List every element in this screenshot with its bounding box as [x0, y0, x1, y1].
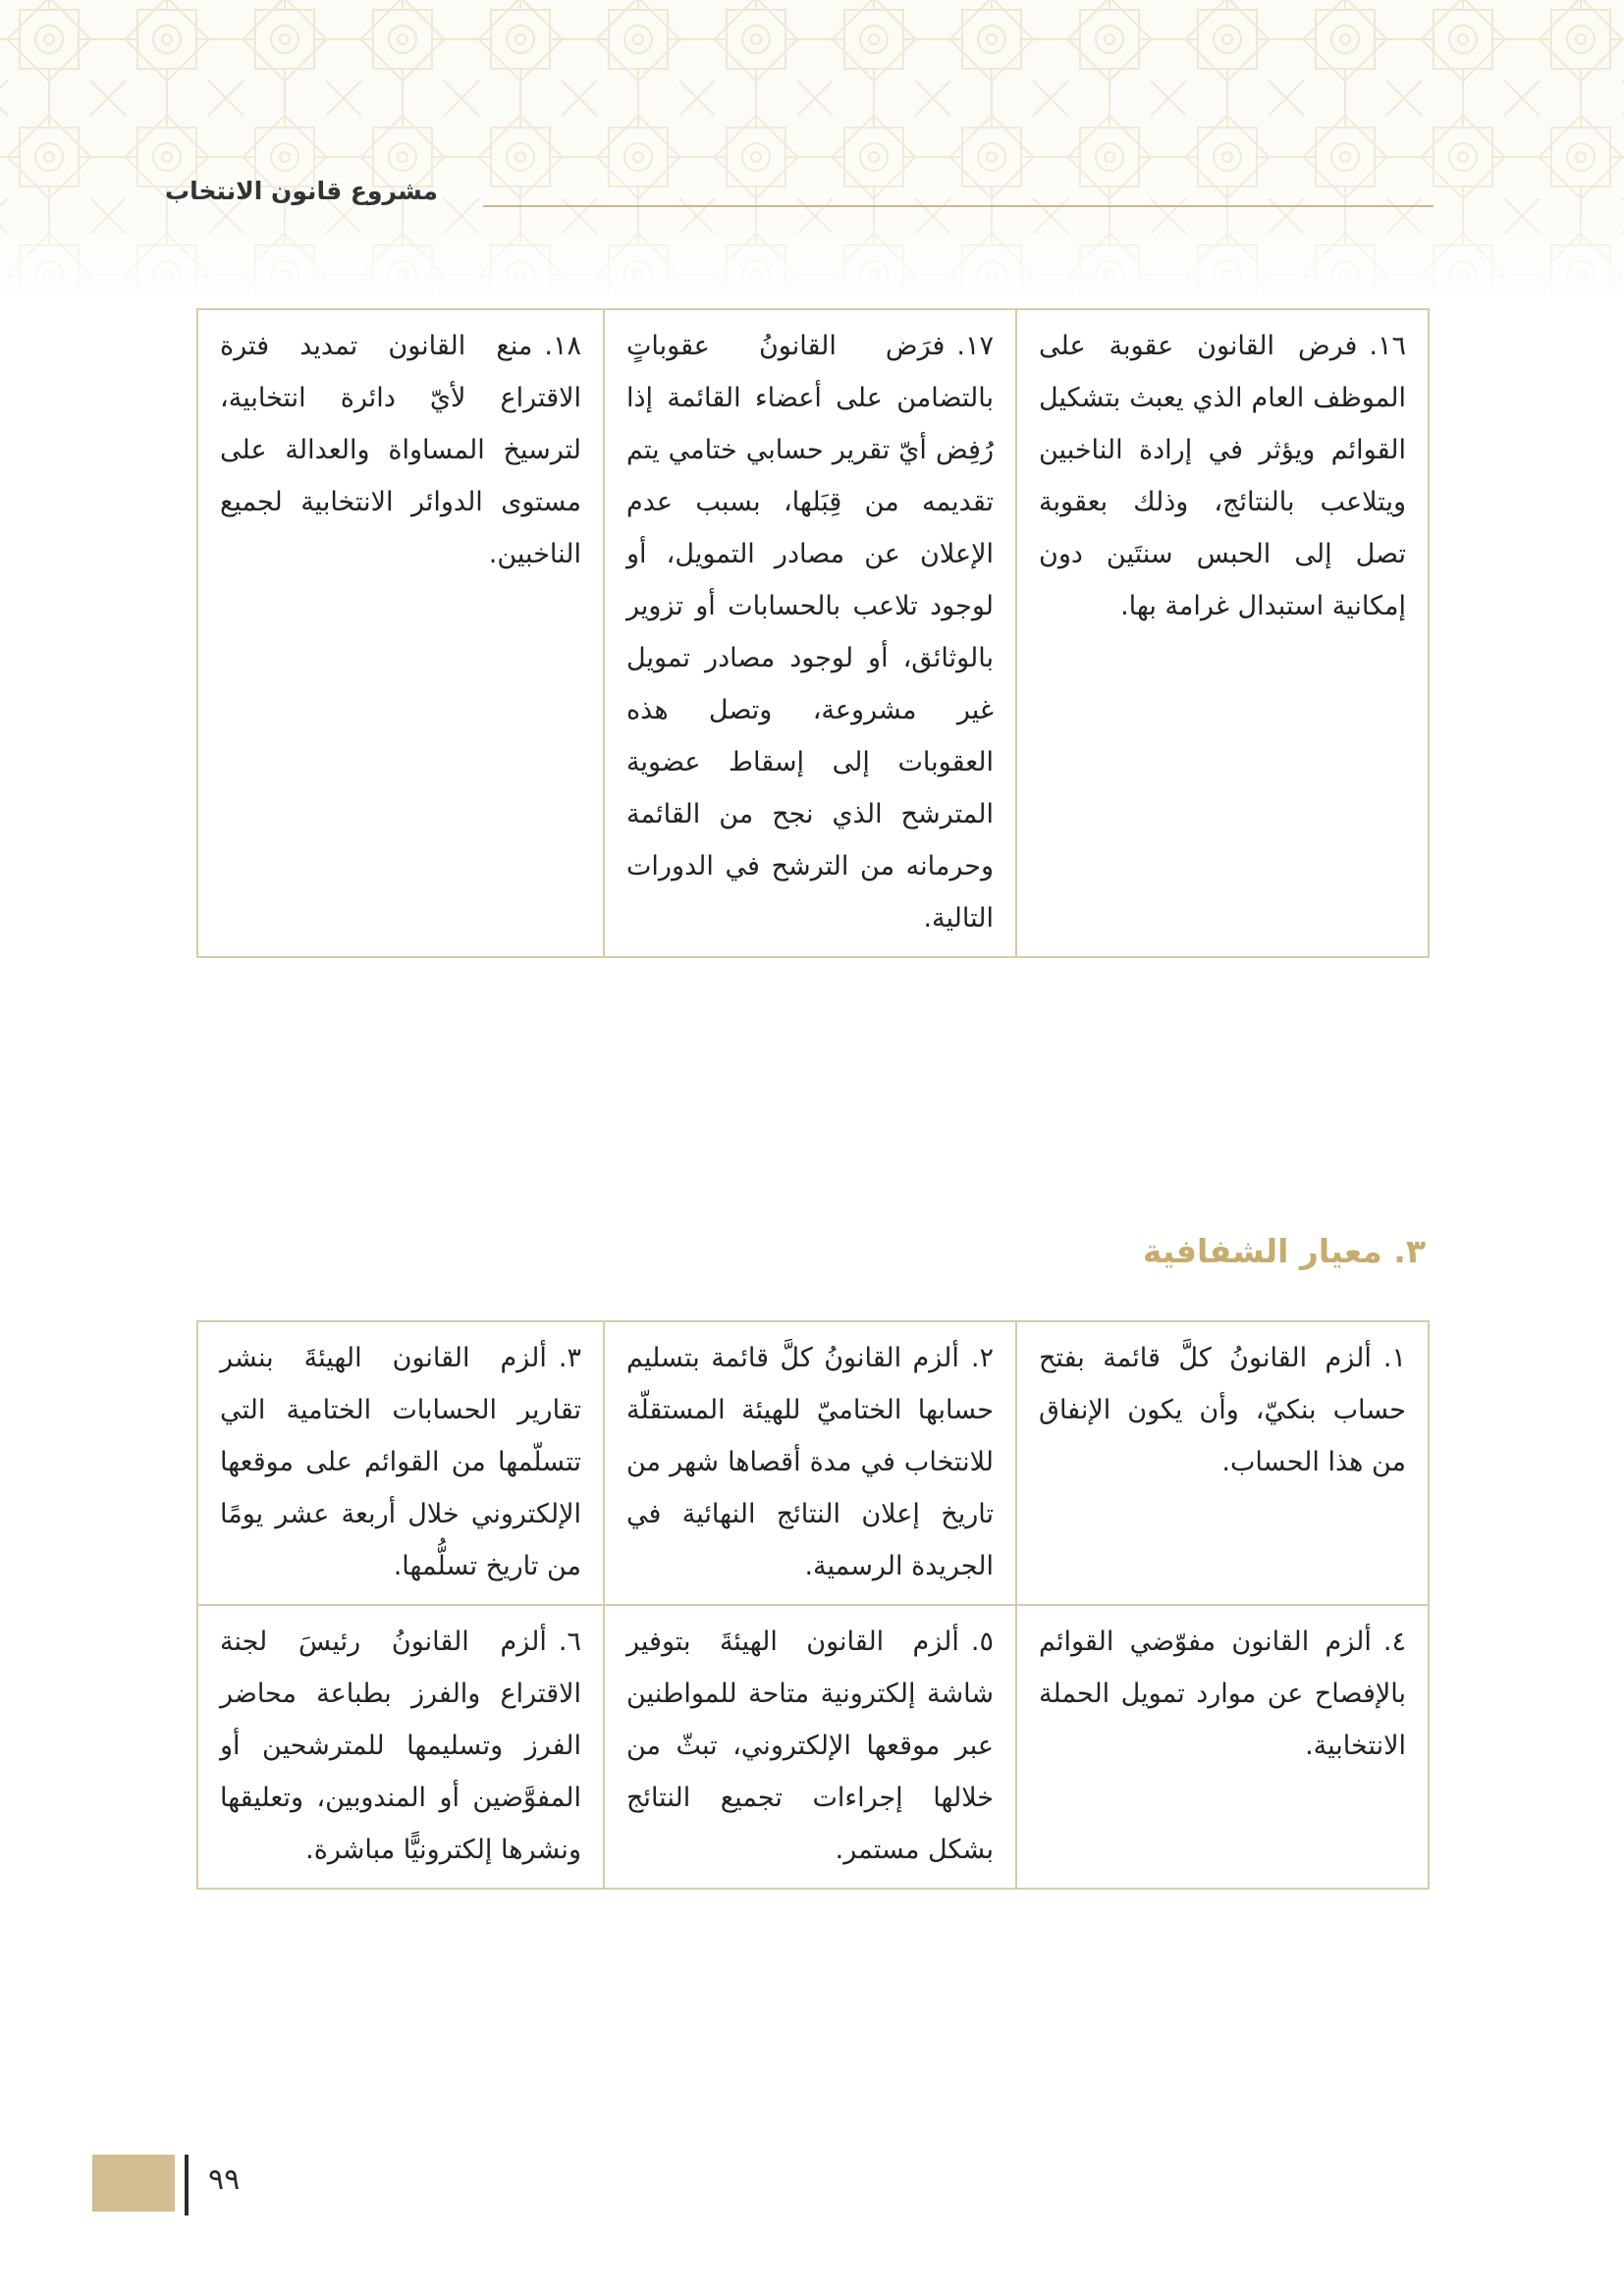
page-number-tab — [92, 2155, 175, 2212]
item-text: ألزم القانونُ رئيسَ لجنة الاقتراع والفرز بطباعة محاضر الفرز وتسليمها للمترشحين أو المفوَّضين أو المندوبين، وتعليقها ونشرها إلكترونيًّا مباشرة. — [220, 1627, 581, 1865]
table-row — [197, 1605, 1429, 1889]
item-number: ١٦. — [1369, 331, 1406, 361]
table-cell — [1016, 1605, 1429, 1889]
item-text: فرَض القانونُ عقوباتٍ بالتضامن على أعضاء القائمة إذا رُفِض أيّ تقرير حسابي ختامي يتم تقديمه من قِبَلها، بسبب عدم الإعلان عن مصادر التمويل، أو لوجود تلاعب بالحسابات أو تزوير بالوثائق، أو لوجود مصادر تمويل غير مشروعة، وتصل هذه العقوبات إلى إسقاط عضوية المترشح الذي نجح من القائمة وحرمانه من الترشح في الدورات التالية. — [626, 331, 994, 934]
page-number-divider — [185, 2155, 189, 2216]
item-number: ٥. — [970, 1627, 994, 1657]
table-cell — [604, 1321, 1016, 1605]
item-number: ١. — [1382, 1343, 1406, 1373]
item-text: ألزم القانون الهيئةَ بنشر تقارير الحسابات الختامية التي تتسلّمها من القوائم على موقعها الإلكتروني خلال أربعة عشر يومًا من تاريخ تسلُّمها. — [220, 1343, 581, 1581]
table-row — [197, 309, 1429, 957]
item-number: ٣. — [558, 1343, 581, 1373]
table-cell — [1016, 1321, 1429, 1605]
running-header-title: مشروع قانون الانتخاب — [165, 177, 438, 205]
header-divider — [483, 205, 1434, 207]
item-number: ١٨. — [544, 331, 581, 361]
table-cell — [604, 309, 1016, 957]
table-cell — [197, 1321, 604, 1605]
item-text: منع القانون تمديد فترة الاقتراع لأيّ دائرة انتخابية، لترسيخ المساواة والعدالة على مستوى الدوائر الانتخابية لجميع الناخبين. — [220, 331, 581, 569]
item-number: ٢. — [970, 1343, 994, 1373]
transparency-table — [196, 1320, 1430, 1890]
item-text: ألزم القانون مفوّضي القوائم بالإفصاح عن موارد تمويل الحملة الانتخابية. — [1039, 1627, 1406, 1761]
table-cell — [197, 1605, 604, 1889]
item-text: ألزم القانونُ كلَّ قائمة بفتح حساب بنكيّ، وأن يكون الإنفاق من هذا الحساب. — [1039, 1343, 1406, 1477]
table-cell — [1016, 309, 1429, 957]
item-number: ١٧. — [956, 331, 994, 361]
table-row — [197, 1321, 1429, 1605]
item-number: ٤. — [1382, 1627, 1406, 1657]
item-number: ٦. — [558, 1627, 581, 1657]
decorative-header-pattern — [0, 0, 1624, 304]
item-text: ألزم القانون الهيئةَ بتوفير شاشة إلكترونية متاحة للمواطنين عبر موقعها الإلكتروني، تبثّ من خلالها إجراءات تجميع النتائج بشكل مستمر. — [626, 1627, 994, 1865]
table-cell — [197, 309, 604, 957]
page-number: ٩٩ — [208, 2163, 241, 2197]
item-text: فرض القانون عقوبة على الموظف العام الذي يعبث بتشكيل القوائم ويؤثر في إرادة الناخبين ويتلاعب بالنتائج، وذلك بعقوبة تصل إلى الحبس سنتَين دون إمكانية استبدال غرامة بها. — [1039, 331, 1406, 621]
item-text: ألزم القانونُ كلَّ قائمة بتسليم حسابها الختاميّ للهيئة المستقلّة للانتخاب في مدة أقصاها شهر من تاريخ إعلان النتائج النهائية في الجريدة الرسمية. — [626, 1343, 994, 1581]
table-cell — [604, 1605, 1016, 1889]
section-heading: ٣. معيار الشفافية — [1142, 1232, 1426, 1270]
penalties-table — [196, 308, 1430, 958]
